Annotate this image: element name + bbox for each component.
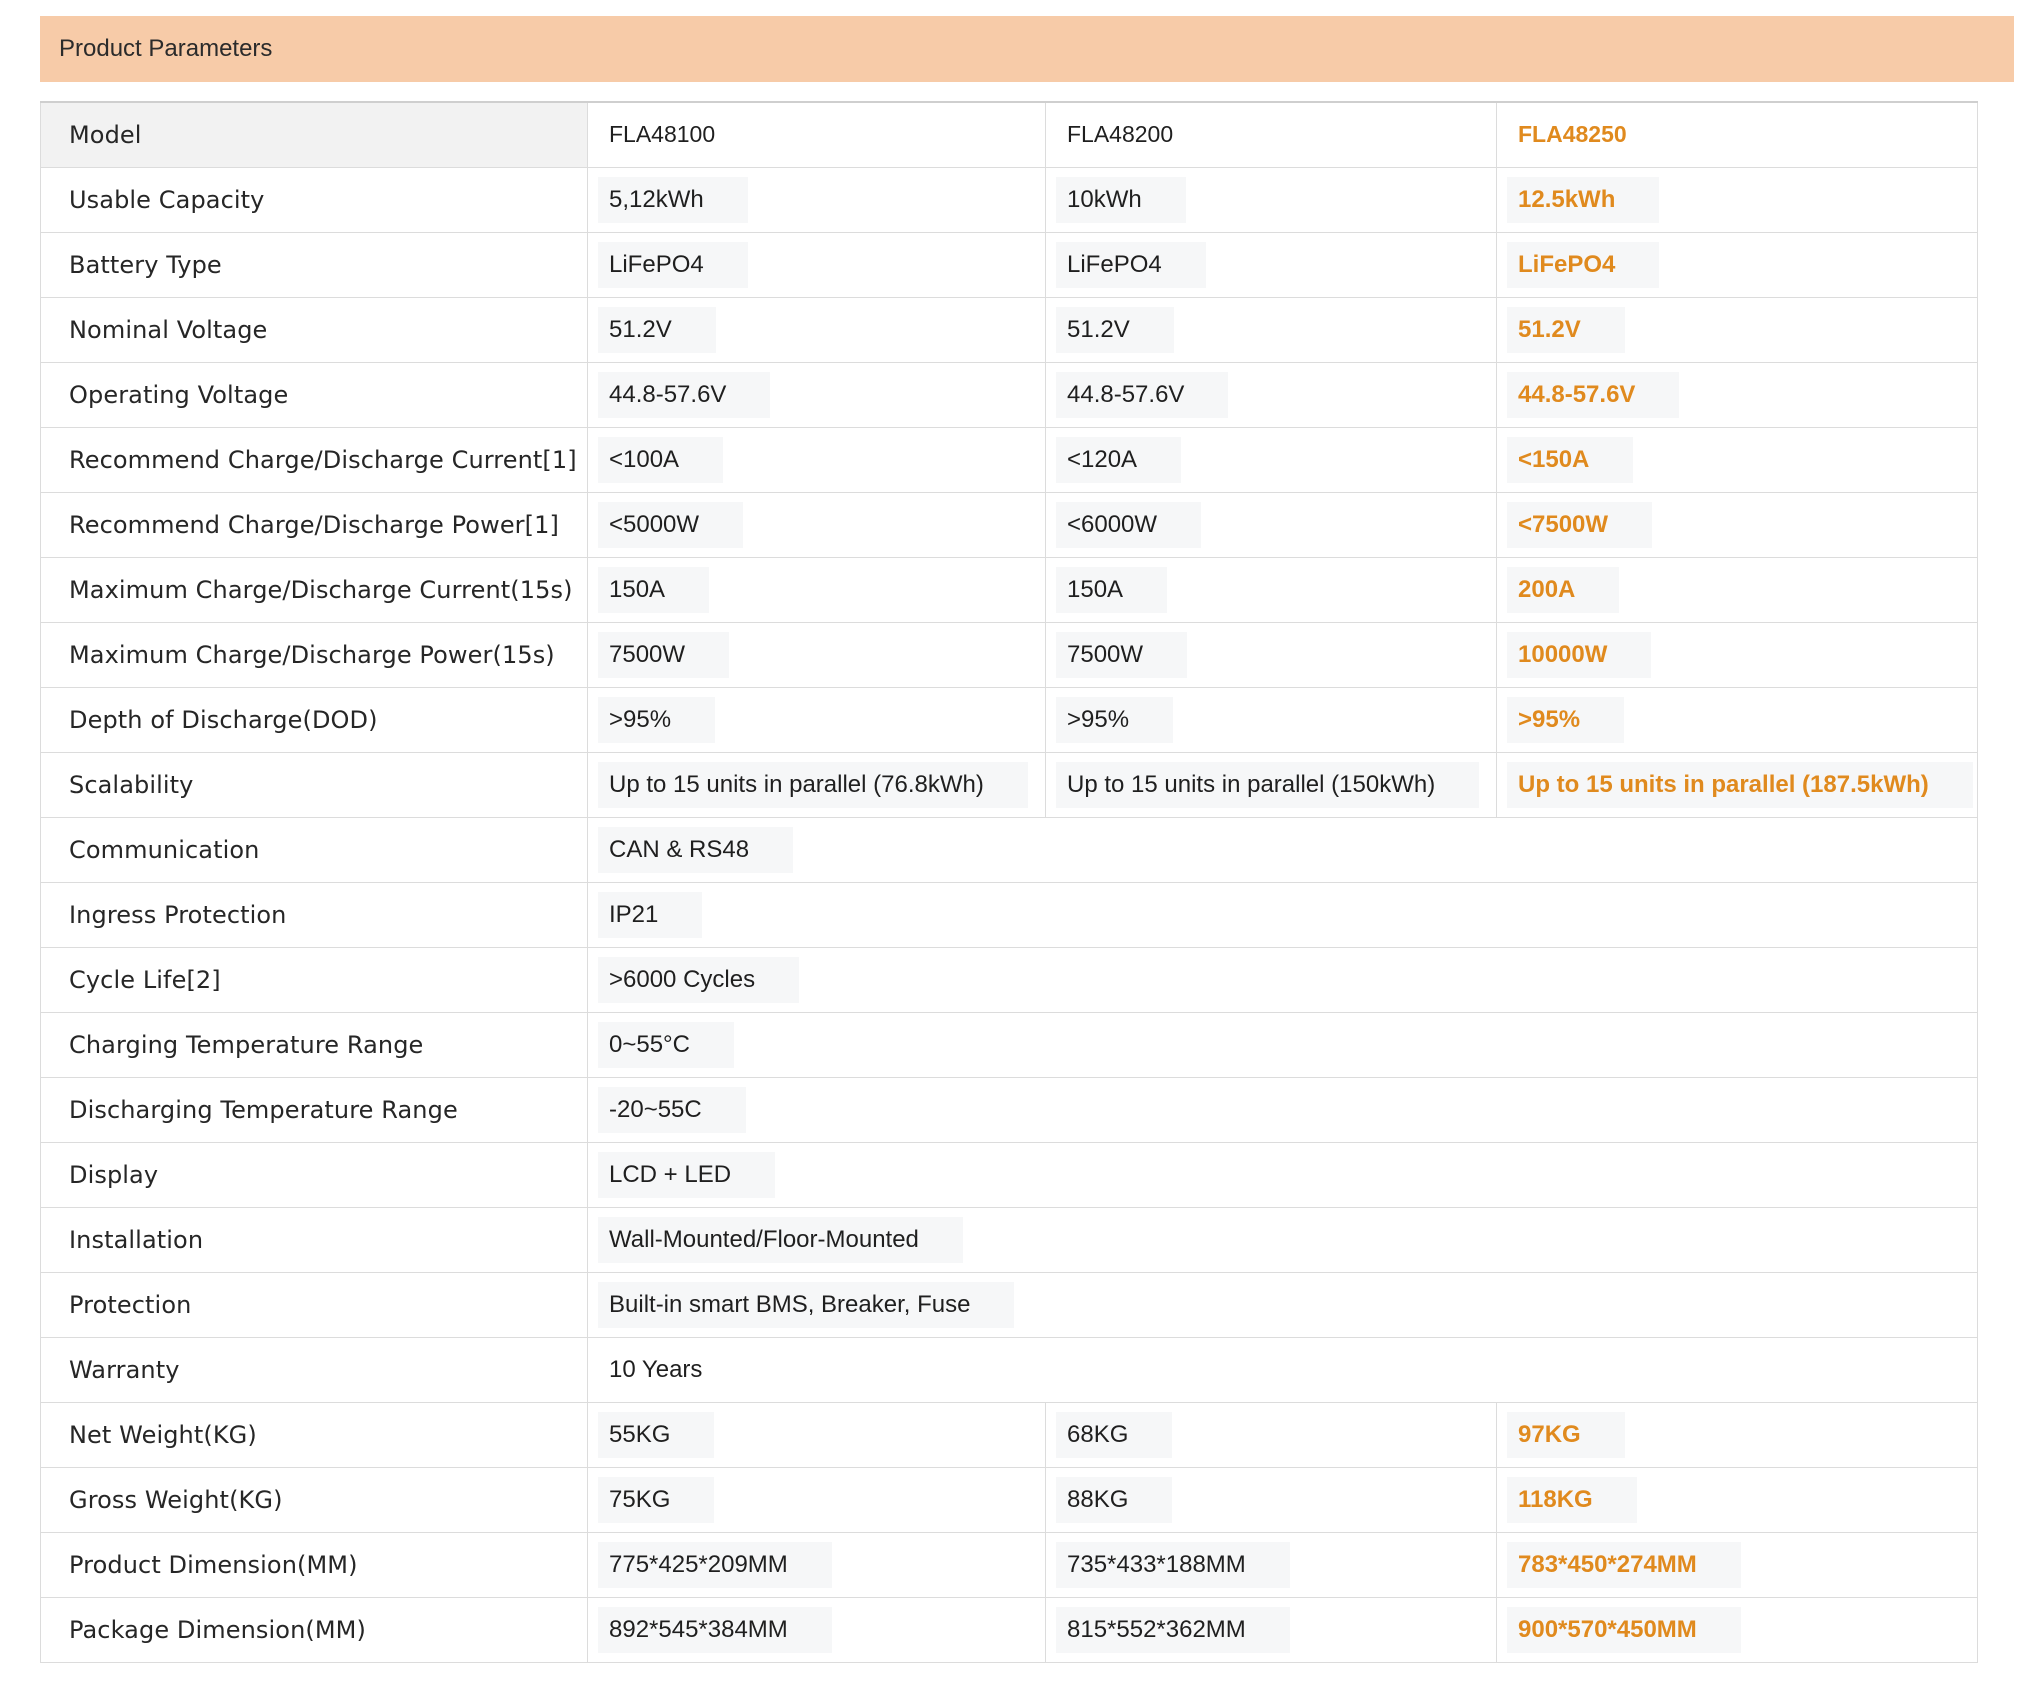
row-label: Communication xyxy=(41,817,588,882)
cell-text: <120A xyxy=(1056,437,1181,483)
spec-value-model-2 xyxy=(1046,687,1497,752)
spec-value-model-2 xyxy=(1046,557,1497,622)
cell-text: <150A xyxy=(1507,437,1633,483)
spec-value-model-2 xyxy=(1046,752,1497,817)
cell-text: LCD + LED xyxy=(598,1152,775,1198)
row-label: Battery Type xyxy=(41,232,588,297)
cell-text: 5,12kWh xyxy=(598,177,748,223)
table-row xyxy=(41,1207,1978,1272)
table-body xyxy=(41,102,1978,1662)
spec-value-model-1 xyxy=(588,232,1046,297)
spec-value-model-2 xyxy=(1046,622,1497,687)
cell-text: 68KG xyxy=(1056,1412,1172,1458)
row-label: Installation xyxy=(41,1207,588,1272)
spec-value-model-3 xyxy=(1497,492,1978,557)
row-label: Depth of Discharge(DOD) xyxy=(41,687,588,752)
cell-text: 150A xyxy=(598,567,709,613)
row-label: Charging Temperature Range xyxy=(41,1012,588,1077)
cell-text: IP21 xyxy=(598,892,702,938)
spec-value-model-2 xyxy=(1046,427,1497,492)
cell-text: Up to 15 units in parallel (187.5kWh) xyxy=(1507,762,1973,808)
spec-value-model-1 xyxy=(588,687,1046,752)
table-row xyxy=(41,232,1978,297)
spec-value-model-2 xyxy=(1046,1467,1497,1532)
cell-text: Up to 15 units in parallel (76.8kWh) xyxy=(598,762,1028,808)
table-row xyxy=(41,752,1978,817)
cell-text: 150A xyxy=(1056,567,1167,613)
cell-text: 7500W xyxy=(1056,632,1187,678)
table-row xyxy=(41,882,1978,947)
cell-text: 200A xyxy=(1507,567,1619,613)
spec-value-model-2 xyxy=(1046,1532,1497,1597)
cell-text: 12.5kWh xyxy=(1507,177,1659,223)
cell-text: FLA48100 xyxy=(609,121,716,148)
cell-text: >95% xyxy=(1507,697,1624,743)
spec-value-model-3 xyxy=(1497,232,1978,297)
cell-text: 51.2V xyxy=(1507,307,1625,353)
row-label: Gross Weight(KG) xyxy=(41,1467,588,1532)
cell-text: <100A xyxy=(598,437,723,483)
cell-text: 783*450*274MM xyxy=(1507,1542,1741,1588)
spec-value-model-1 xyxy=(588,102,1046,167)
spec-value-model-2 xyxy=(1046,297,1497,362)
table-row xyxy=(41,1532,1978,1597)
cell-text: Built-in smart BMS, Breaker, Fuse xyxy=(598,1282,1014,1328)
row-label: Model xyxy=(41,102,588,167)
cell-text: 735*433*188MM xyxy=(1056,1542,1290,1588)
cell-text: 44.8-57.6V xyxy=(598,372,770,418)
spec-value-model-2 xyxy=(1046,1402,1497,1467)
cell-text: 44.8-57.6V xyxy=(1507,372,1679,418)
spec-value-model-2 xyxy=(1046,102,1497,167)
spec-value-model-3 xyxy=(1497,167,1978,232)
row-label: Net Weight(KG) xyxy=(41,1402,588,1467)
table-row xyxy=(41,297,1978,362)
cell-text: <7500W xyxy=(1507,502,1652,548)
row-label: Protection xyxy=(41,1272,588,1337)
cell-text: CAN & RS48 xyxy=(598,827,793,873)
table-row xyxy=(41,167,1978,232)
spec-value-shared xyxy=(588,1077,1978,1142)
row-label: Product Dimension(MM) xyxy=(41,1532,588,1597)
spec-value-model-3 xyxy=(1497,297,1978,362)
cell-text: LiFePO4 xyxy=(1056,242,1206,288)
table-row xyxy=(41,1012,1978,1077)
row-label: Recommend Charge/Discharge Current[1] xyxy=(41,427,588,492)
spec-value-model-3 xyxy=(1497,427,1978,492)
spec-value-model-3 xyxy=(1497,687,1978,752)
spec-value-model-3 xyxy=(1497,1467,1978,1532)
table-row xyxy=(41,557,1978,622)
cell-text: 10 Years xyxy=(609,1355,703,1383)
table-row xyxy=(41,817,1978,882)
cell-text: Up to 15 units in parallel (150kWh) xyxy=(1056,762,1479,808)
row-label: Cycle Life[2] xyxy=(41,947,588,1012)
cell-text: 0~55°C xyxy=(598,1022,734,1068)
cell-text: 118KG xyxy=(1507,1477,1637,1523)
row-label: Maximum Charge/Discharge Power(15s) xyxy=(41,622,588,687)
table-row xyxy=(41,1142,1978,1207)
cell-text: 44.8-57.6V xyxy=(1056,372,1228,418)
row-label: Maximum Charge/Discharge Current(15s) xyxy=(41,557,588,622)
table-row xyxy=(41,427,1978,492)
cell-text: FLA48250 xyxy=(1518,121,1627,148)
spec-value-model-1 xyxy=(588,1597,1046,1662)
spec-value-shared xyxy=(588,1207,1978,1272)
spec-value-shared xyxy=(588,1142,1978,1207)
row-label: Operating Voltage xyxy=(41,362,588,427)
spec-value-model-1 xyxy=(588,1532,1046,1597)
cell-text: >95% xyxy=(1056,697,1173,743)
spec-value-model-1 xyxy=(588,1467,1046,1532)
cell-text: LiFePO4 xyxy=(598,242,748,288)
table-row xyxy=(41,622,1978,687)
spec-value-model-3 xyxy=(1497,622,1978,687)
spec-value-model-3 xyxy=(1497,102,1978,167)
spec-value-model-3 xyxy=(1497,1532,1978,1597)
spec-value-model-1 xyxy=(588,297,1046,362)
row-label: Recommend Charge/Discharge Power[1] xyxy=(41,492,588,557)
spec-value-shared xyxy=(588,817,1978,882)
spec-value-model-2 xyxy=(1046,492,1497,557)
spec-value-model-1 xyxy=(588,492,1046,557)
spec-value-model-3 xyxy=(1497,557,1978,622)
cell-text: -20~55C xyxy=(598,1087,746,1133)
spec-value-model-1 xyxy=(588,1402,1046,1467)
cell-text: 10000W xyxy=(1507,632,1651,678)
cell-text: 900*570*450MM xyxy=(1507,1607,1741,1653)
table-row xyxy=(41,947,1978,1012)
spec-value-model-1 xyxy=(588,752,1046,817)
cell-text: 51.2V xyxy=(1056,307,1174,353)
spec-value-model-3 xyxy=(1497,1402,1978,1467)
cell-text: >95% xyxy=(598,697,715,743)
table-row xyxy=(41,1337,1978,1402)
spec-value-shared xyxy=(588,882,1978,947)
table-row xyxy=(41,687,1978,752)
section-title: Product Parameters xyxy=(59,35,273,62)
spec-value-model-2 xyxy=(1046,232,1497,297)
spec-value-model-3 xyxy=(1497,752,1978,817)
cell-text: >6000 Cycles xyxy=(598,957,799,1003)
table-row xyxy=(41,102,1978,167)
cell-text: <5000W xyxy=(598,502,743,548)
spec-value-model-1 xyxy=(588,362,1046,427)
spec-value-shared xyxy=(588,947,1978,1012)
cell-text: <6000W xyxy=(1056,502,1201,548)
product-parameters-table xyxy=(40,101,1978,1663)
cell-text: 892*545*384MM xyxy=(598,1607,832,1653)
row-label: Ingress Protection xyxy=(41,882,588,947)
table-row xyxy=(41,492,1978,557)
spec-value-shared xyxy=(588,1272,1978,1337)
row-label: Display xyxy=(41,1142,588,1207)
row-label: Scalability xyxy=(41,752,588,817)
cell-text: 7500W xyxy=(598,632,729,678)
table-row xyxy=(41,1077,1978,1142)
spec-value-model-2 xyxy=(1046,362,1497,427)
spec-value-model-1 xyxy=(588,557,1046,622)
table-row xyxy=(41,1597,1978,1662)
cell-text: 815*552*362MM xyxy=(1056,1607,1290,1653)
row-label: Discharging Temperature Range xyxy=(41,1077,588,1142)
spec-value-model-2 xyxy=(1046,167,1497,232)
spec-value-model-1 xyxy=(588,622,1046,687)
cell-text: FLA48200 xyxy=(1067,121,1174,148)
table-row xyxy=(41,1467,1978,1532)
row-label: Warranty xyxy=(41,1337,588,1402)
table-row xyxy=(41,1402,1978,1467)
spec-value-model-3 xyxy=(1497,362,1978,427)
spec-value-shared xyxy=(588,1012,1978,1077)
spec-value-model-1 xyxy=(588,167,1046,232)
section-header xyxy=(40,16,2014,82)
cell-text: Wall-Mounted/Floor-Mounted xyxy=(598,1217,963,1263)
table-row xyxy=(41,362,1978,427)
cell-text: 97KG xyxy=(1507,1412,1625,1458)
table-row xyxy=(41,1272,1978,1337)
spec-value-model-1 xyxy=(588,427,1046,492)
cell-text: 55KG xyxy=(598,1412,714,1458)
row-label: Nominal Voltage xyxy=(41,297,588,362)
cell-text: 88KG xyxy=(1056,1477,1172,1523)
cell-text: 10kWh xyxy=(1056,177,1186,223)
spec-value-shared xyxy=(588,1337,1978,1402)
spec-value-model-2 xyxy=(1046,1597,1497,1662)
cell-text: 775*425*209MM xyxy=(598,1542,832,1588)
cell-text: 51.2V xyxy=(598,307,716,353)
cell-text: LiFePO4 xyxy=(1507,242,1659,288)
row-label: Usable Capacity xyxy=(41,167,588,232)
row-label: Package Dimension(MM) xyxy=(41,1597,588,1662)
spec-value-model-3 xyxy=(1497,1597,1978,1662)
product-parameters-table-wrap xyxy=(40,101,1977,1663)
cell-text: 75KG xyxy=(598,1477,714,1523)
